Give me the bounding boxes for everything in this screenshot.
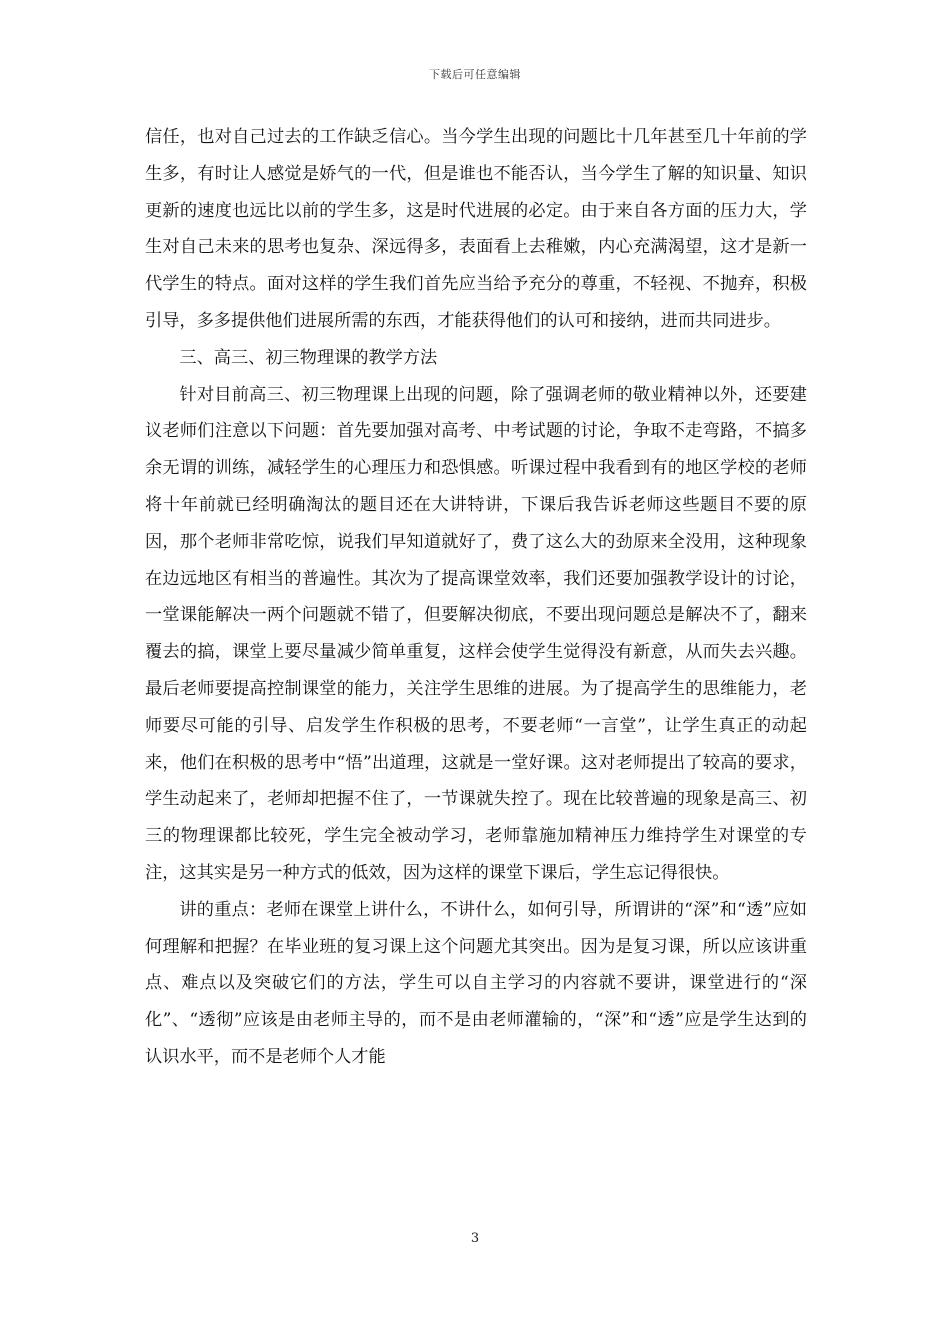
document-body <box>145 119 807 1076</box>
body-paragraph-3: 讲的重点：老师在课堂上讲什么，不讲什么，如何引导，所谓讲的“深”和“透”应如何理解和把握？在毕业班的复习课上这个问题尤其突出。因为是复习课，所以应该讲重点、难点以及突破它们的方法，学生可以自主学习的内容就不要讲，课堂进行的“深化”、“透彻”应该是由老师主导的，而不是由老师灌输的，“深”和“透”应是学生达到的认识水平，而不是老师个人才能 <box>145 899 807 1067</box>
page-number: 3 <box>470 1231 480 1246</box>
section-heading: 三、高三、初三物理课的教学方法 <box>179 347 438 368</box>
page-header: 下载后可任意编辑 <box>429 68 521 81</box>
body-paragraph-1: 信任，也对自己过去的工作缺乏信心。当今学生出现的问题比十几年甚至几十年前的学生多，有时让人感觉是娇气的一代，但是谁也不能否认，当今学生了解的知识量、知识更新的速度也远比以前的学生多，这是时代进展的必定。由于来自各方面的压力大，学生对自己未来的思考也复杂、深远得多，表面看上去稚嫩，内心充满渴望，这才是新一代学生的特点。面对这样的学生我们首先应当给予充分的尊重，不轻视、不抛弃，积极引导，多多提供他们进展所需的东西，才能获得他们的认可和接纳，进而共同进步。 <box>145 127 807 331</box>
body-paragraph-2: 针对目前高三、初三物理课上出现的问题，除了强调老师的敬业精神以外，还要建议老师们注意以下问题：首先要加强对高考、中考试题的讨论，争取不走弯路，不搞多余无谓的训练，减轻学生的心理压力和恐惧感。听课过程中我看到有的地区学校的老师将十年前就已经明确淘汰的题目还在大讲特讲，下课后我告诉老师这些题目不要的原因，那个老师非常吃惊，说我们早知道就好了，费了这么大的劲原来全没用，这种现象在边远地区有相当的普遍性。其次为了提高课堂效率，我们还要加强教学设计的讨论，一堂课能解决一两个问题就不错了，但要解决彻底，不要出现问题总是解决不了，翻来覆去的搞，课堂上要尽量减少简单重复，这样会使学生觉得没有新意，从而失去兴趣。最后老师要提高控制课堂的能力，关注学生思维的进展。为了提高学生的思维能力，老师要尽可能的引导、启发学生作积极的思考，不要老师“一言堂”，让学生真正的动起来，他们在积极的思考中“悟”出道理，这就是一堂好课。这对老师提出了较高的要求，学生动起来了，老师却把握不住了，一节课就失控了。现在比较普遍的现象是高三、初三的物理课都比较死，学生完全被动学习，老师靠施加精神压力维持学生对课堂的专注，这其实是另一种方式的低效，因为这样的课堂下课后，学生忘记得很快。 <box>145 384 807 883</box>
